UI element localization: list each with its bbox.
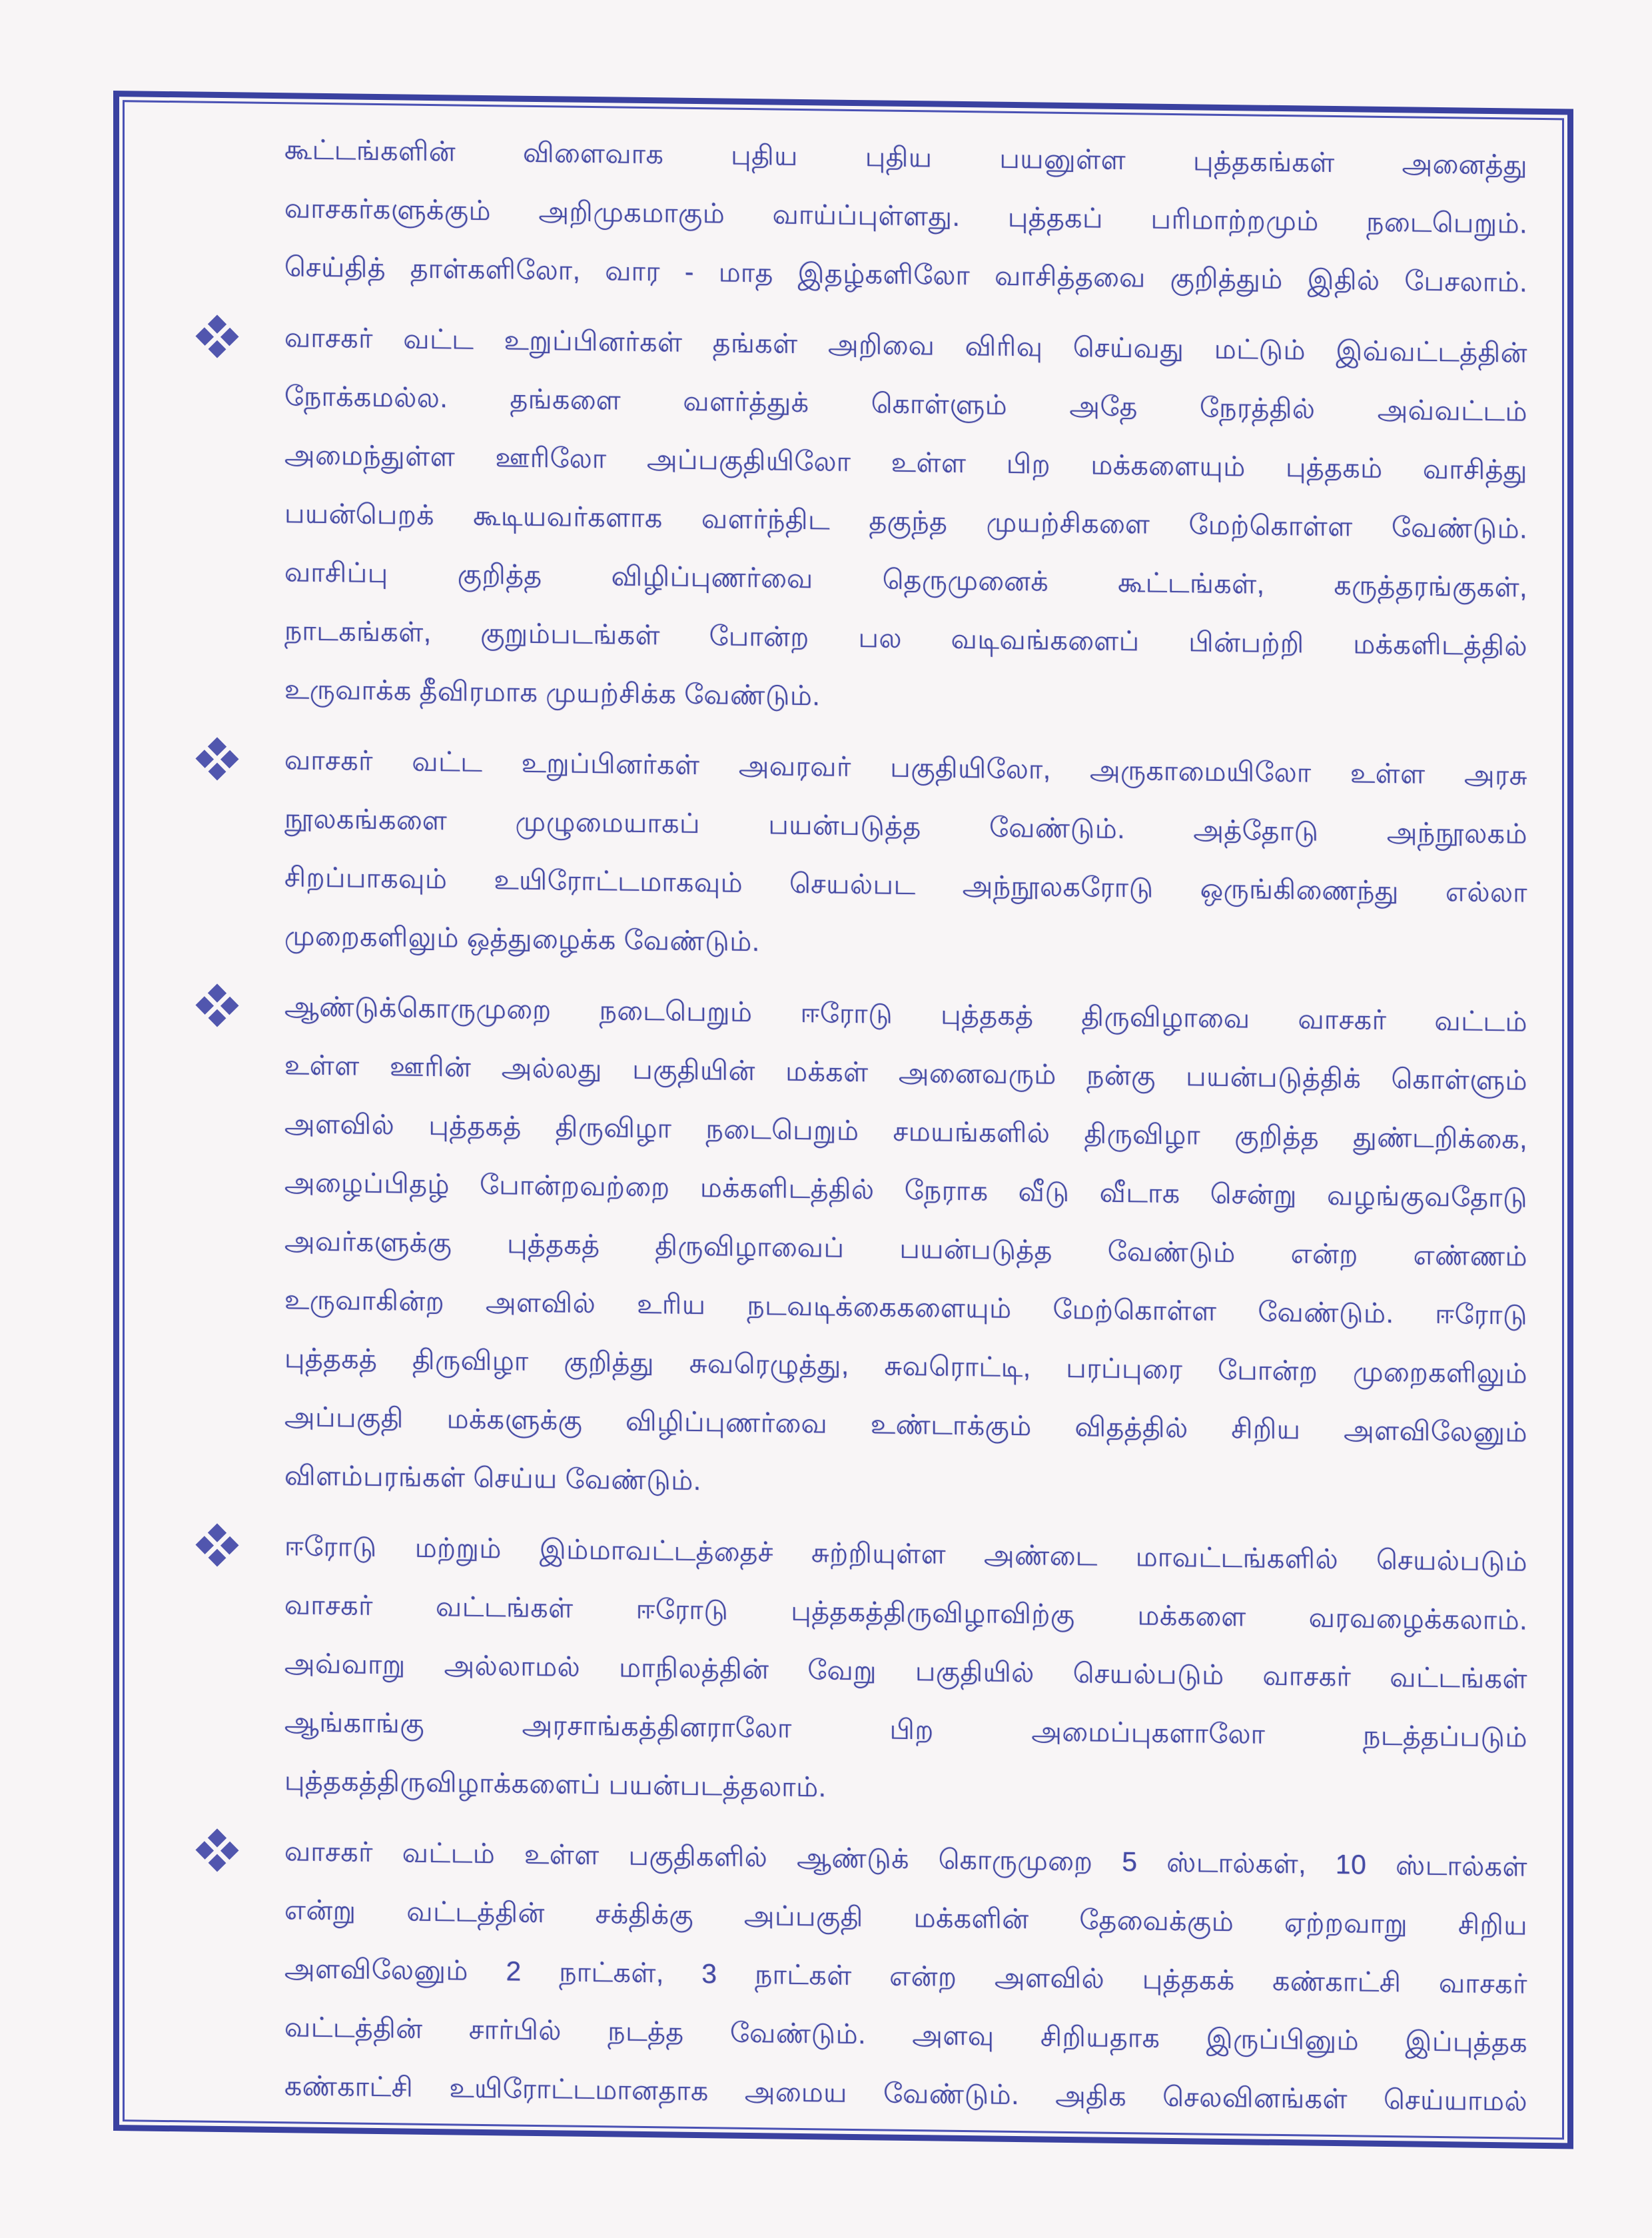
text-line: புத்தகத் திருவிழா குறித்து சுவரெழுத்து, சுவரொட்டி, பரப்புரை போன்ற முறைகளிலும் (284, 1343, 1527, 1389)
text-line: வாசகர் வட்ட உறுப்பினர்கள் தங்கள் அறிவை விரிவு செய்வது மட்டும் இவ்வட்டத்தின் (284, 322, 1527, 368)
text-line: கூட்டங்களின் விளைவாக புதிய புதிய பயனுள்ள புத்தகங்கள் அனைத்து (284, 134, 1527, 181)
paragraph (125, 1514, 1527, 1825)
text-line: நாடகங்கள், குறும்படங்கள் போன்ற பல வடிவங்களைப் பின்பற்றி மக்களிடத்தில் (284, 615, 1527, 662)
paragraph (125, 306, 1527, 734)
text-line: உருவாக்க தீவிரமாக முயற்சிக்க வேண்டும். (284, 674, 821, 712)
text-line: அளவில் புத்தகத் திருவிழா நடைபெறும் சமயங்களில் திருவிழா குறித்த துண்டறிக்கை, (284, 1108, 1527, 1155)
text-line: வட்டத்தின் சார்பில் நடத்த வேண்டும். அளவு சிறியதாக இருப்பினும் இப்புத்தக (284, 2011, 1527, 2058)
paragraph (125, 1820, 1527, 2130)
text-line: சிறப்பாகவும் உயிரோட்டமாகவும் செயல்பட அந்நூலகரோடு ஒருங்கிணைந்து எல்லா (284, 861, 1527, 908)
text-line: உருவாகின்ற அளவில் உரிய நடவடிக்கைகளையும் மேற்கொள்ள வேண்டும். ஈரோடு (284, 1284, 1527, 1331)
four-diamond-bullet-icon (195, 983, 238, 1027)
page-inner-frame (123, 100, 1564, 2139)
text-line: விளம்பரங்கள் செய்ய வேண்டும். (284, 1460, 701, 1496)
text-line: பயன்பெறக் கூடியவர்களாக வளர்ந்திட தகுந்த முயற்சிகளை மேற்கொள்ள வேண்டும். (284, 498, 1527, 544)
paragraph (125, 118, 1527, 311)
text-line: ஆண்டுக்கொருமுறை நடைபெறும் ஈரோடு புத்தகத் திருவிழாவை வாசகர் வட்டம் (284, 991, 1527, 1037)
text-line: வாசகர் வட்டம் உள்ள பகுதிகளில் ஆண்டுக் கொருமுறை 5 ஸ்டால்கள், 10 ஸ்டால்கள் (284, 1836, 1527, 1882)
text-line: நூலகங்களை முழுமையாகப் பயன்படுத்த வேண்டும். அத்தோடு அந்நூலகம் (284, 803, 1527, 849)
page-frame (113, 91, 1573, 2149)
text-line: வாசகர்களுக்கும் அறிமுகமாகும் வாய்ப்புள்ளது. புத்தகப் பரிமாற்றமும் நடைபெறும். (284, 193, 1527, 239)
text-line: வாசகர் வட்டங்கள் ஈரோடு புத்தகத்திருவிழாவிற்கு மக்களை வரவழைக்கலாம். (284, 1589, 1527, 1636)
text-line: முறைகளிலும் ஒத்துழைக்க வேண்டும். (284, 920, 760, 957)
text-line: அளவிலேனும் 2 நாட்கள், 3 நாட்கள் என்ற அளவில் புத்தகக் கண்காட்சி வாசகர் (284, 1953, 1527, 1999)
text-line: உள்ள ஊரின் அல்லது பகுதியின் மக்கள் அனைவரும் நன்கு பயன்படுத்திக் கொள்ளும் (284, 1049, 1527, 1096)
four-diamond-bullet-icon (195, 1828, 238, 1872)
text-line: அப்பகுதி மக்களுக்கு விழிப்புணர்வை உண்டாக்கும் விதத்தில் சிறிய அளவிலேனும் (284, 1401, 1527, 1448)
text-line: நோக்கமல்ல. தங்களை வளர்த்துக் கொள்ளும் அதே நேரத்தில் அவ்வட்டம் (284, 380, 1527, 427)
four-diamond-bullet-icon (195, 314, 238, 358)
text-line: ஈரோடு மற்றும் இம்மாவட்டத்தைச் சுற்றியுள்ள அண்டை மாவட்டங்களில் செயல்படும் (284, 1530, 1527, 1577)
text-line: வாசிப்பு குறித்த விழிப்புணர்வை தெருமுனைக் கூட்டங்கள், கருத்தரங்குகள், (284, 556, 1527, 603)
text-line: என்று வட்டத்தின் சக்திக்கு அப்பகுதி மக்களின் தேவைக்கும் ஏற்றவாறு சிறிய (284, 1894, 1527, 1941)
four-diamond-bullet-icon (195, 737, 238, 780)
text-line: அவர்களுக்கு புத்தகத் திருவிழாவைப் பயன்படுத்த வேண்டும் என்ற எண்ணம் (284, 1225, 1527, 1272)
four-diamond-bullet-icon (195, 1523, 238, 1566)
text-line: கண்காட்சி உயிரோட்டமானதாக அமைய வேண்டும். அதிக செலவினங்கள் செய்யாமல் (284, 2070, 1527, 2117)
text-line: அமைந்துள்ள ஊரிலோ அப்பகுதியிலோ உள்ள பிற மக்களையும் புத்தகம் வாசித்து (284, 439, 1527, 486)
text-line: செய்தித் தாள்களிலோ, வார - மாத இதழ்களிலோ வாசித்தவை குறித்தும் இதில் பேசலாம். (284, 251, 1527, 298)
text-line: அழைப்பிதழ் போன்றவற்றை மக்களிடத்தில் நேராக வீடு வீடாக சென்று வழங்குவதோடு (284, 1167, 1527, 1213)
paragraph (125, 975, 1527, 1520)
text-line: அவ்வாறு அல்லாமல் மாநிலத்தின் வேறு பகுதியில் செயல்படும் வாசகர் வட்டங்கள் (284, 1648, 1527, 1694)
paragraph (125, 728, 1527, 980)
text-line: புத்தகத்திருவிழாக்களைப் பயன்படத்தலாம். (284, 1765, 827, 1803)
text-line: ஆங்காங்கு அரசாங்கத்தினராலோ பிற அமைப்புகளாலோ நடத்தப்படும் (284, 1706, 1527, 1753)
text-line: வாசகர் வட்ட உறுப்பினர்கள் அவரவர் பகுதியிலோ, அருகாமையிலோ உள்ள அரசு (284, 744, 1527, 791)
